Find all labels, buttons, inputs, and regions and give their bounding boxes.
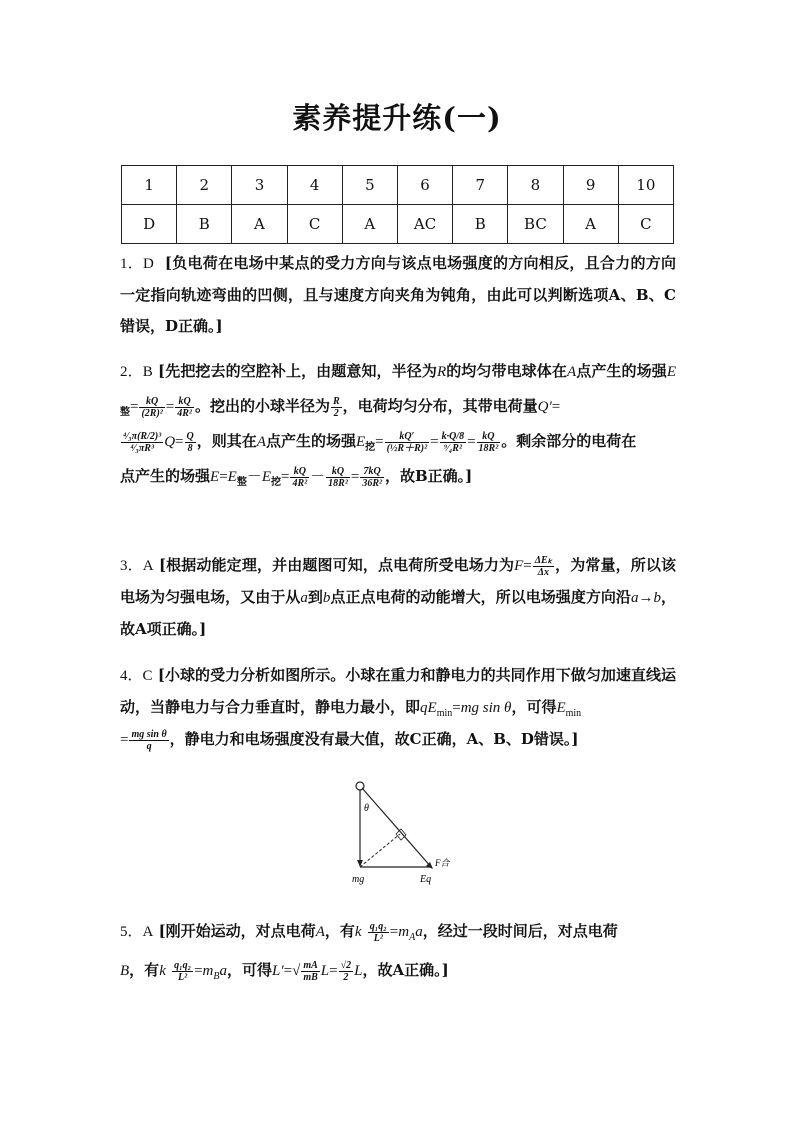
fraction xyxy=(326,466,350,489)
f-he-label: F合 xyxy=(435,858,450,868)
math-var: a xyxy=(415,924,423,940)
fraction xyxy=(533,555,554,578)
math-var: qE xyxy=(420,700,437,716)
fraction-den: 8 xyxy=(187,442,193,454)
solution-text: 点产生的场强 xyxy=(576,362,667,380)
table-cell: B xyxy=(453,205,508,244)
math-var: E xyxy=(556,700,566,716)
solution-text: [刚开始运动，对点电荷 xyxy=(158,922,316,940)
fraction-den: mB xyxy=(303,971,318,983)
table-cell: 3 xyxy=(232,166,287,205)
math-op: = xyxy=(430,434,439,450)
table-cell: A xyxy=(342,205,397,244)
solution-text: ，有 xyxy=(129,961,160,979)
solution-text: 点产生的场强 xyxy=(120,467,211,485)
math-op: = xyxy=(219,469,228,485)
solution-3: 3．A [根据动能定理，并由题图可知，点电荷所受电场力为F= ΔEₖ Δx ，为常量，所以该电场为匀强电场，又由于从a到b点正点电荷的动能增大，所以电场强度方向沿a→b，故A项正确。] xyxy=(120,554,676,638)
resultant-force-vector xyxy=(362,788,432,868)
math-var: L xyxy=(354,963,363,979)
fraction-num: q₁q₂ xyxy=(174,959,192,971)
math-op: = xyxy=(467,434,476,450)
solution-text: 点产生的场强 xyxy=(265,432,356,450)
solution-text: 的均匀带电球体在 xyxy=(446,362,567,380)
math-sub: 整 xyxy=(236,477,247,488)
solution-text: 。挖出的小球半径为 xyxy=(194,397,330,415)
fraction-den: 4R² xyxy=(292,477,308,489)
math-var: L xyxy=(320,963,330,979)
mg-label: mg xyxy=(352,874,365,885)
solution-text: [根据动能定理，并由题图可知，点电荷所受电场力为 xyxy=(158,556,515,574)
solution-text: ，静电力和电场强度没有最大值，故C正确，A、B、D错误。] xyxy=(169,730,579,748)
math-op: = xyxy=(281,469,290,485)
fraction-den: 18R² xyxy=(478,442,499,454)
math-var: a→b xyxy=(630,590,661,606)
solution-1 xyxy=(120,248,676,342)
fraction xyxy=(290,466,309,489)
solution-text: ，故A项正确。] xyxy=(120,588,676,638)
force-diagram xyxy=(340,778,460,890)
fraction-den: 18R² xyxy=(328,477,348,489)
math-var: Q′ xyxy=(537,399,552,415)
math-expr: mg sin θ xyxy=(460,700,512,716)
solution-text: ，则其在 xyxy=(196,432,257,450)
fraction-num: q₁q₂ xyxy=(369,920,387,932)
fraction-num: kQ xyxy=(326,466,350,478)
solution-4 xyxy=(120,660,676,756)
question-number: 1．D xyxy=(120,256,154,272)
fraction xyxy=(331,396,342,419)
question-number: 2．B xyxy=(120,364,153,380)
math-op: = xyxy=(350,469,360,485)
fraction-num: kQ xyxy=(290,466,309,478)
fraction-den: 36R² xyxy=(362,477,382,489)
math-var: k xyxy=(354,924,362,940)
theta-label: θ xyxy=(364,803,369,814)
arrowhead-icon xyxy=(357,860,363,867)
fraction xyxy=(139,396,164,419)
math-var: L′ xyxy=(272,963,284,979)
fraction-num: kQ xyxy=(175,396,194,408)
fraction-num: mA xyxy=(303,959,318,971)
fraction-den: 2 xyxy=(333,407,339,419)
fraction xyxy=(129,729,168,752)
fraction xyxy=(368,921,389,944)
table-cell: 9 xyxy=(563,166,618,205)
math-var: m xyxy=(202,963,214,979)
fraction-num: Q xyxy=(186,430,194,442)
solution-text: [负电荷在电场中某点的受力方向与该点电场强度的方向相反，且合力的方向一定指向轨迹弯曲的凹侧，且与速度方向夹角为钝角，由此可以判断选项A、B、C错误，D正确。] xyxy=(120,254,676,335)
fraction-num: R xyxy=(332,395,340,407)
table-cell: 4 xyxy=(287,166,342,205)
fraction-num: kQ xyxy=(477,431,501,443)
fraction-num: k·Q/8 xyxy=(441,430,465,442)
math-var: k xyxy=(159,963,166,979)
math-op: = xyxy=(375,434,384,450)
solution-5: 5．A [刚开始运动，对点电荷A，有k $\frac{\text{q₁q₂}}{\text{L²}}$ $=m_Aa$，经过一段时间后，对点电荷 B，有k $\frac{\text{q₁q₂}}{\text{L²}}$ $=m_Ba$，可得L′=√ $\frac{mA}{mB}$ L= $\frac{√2}{2}$ L，故A正确。] xyxy=(120,920,618,983)
fraction xyxy=(360,466,384,489)
fraction xyxy=(385,431,430,454)
math-var: A xyxy=(566,364,577,380)
math-op: = xyxy=(120,732,129,748)
fraction-den: 2 xyxy=(343,971,349,983)
fraction xyxy=(477,431,501,454)
solution-text: ，有 xyxy=(324,922,355,940)
math-var: A xyxy=(256,434,266,450)
table-cell: 5 xyxy=(342,166,397,205)
math-var: m xyxy=(398,924,410,940)
dashed-line xyxy=(360,834,400,867)
table-cell: D xyxy=(122,205,177,244)
math-var: E xyxy=(355,434,366,450)
table-cell: AC xyxy=(397,205,452,244)
math-op: = xyxy=(165,399,175,415)
math-sub: 挖 xyxy=(271,477,282,488)
fraction xyxy=(301,960,319,983)
math-op: － xyxy=(246,469,262,485)
fraction xyxy=(172,960,193,983)
solution-text: ，为常量，所以该电场为匀强电场，又由于从 xyxy=(120,556,676,606)
question-number: 3．A xyxy=(120,558,154,574)
math-op: = xyxy=(452,700,461,716)
table-cell: 8 xyxy=(508,166,563,205)
math-sub: min xyxy=(565,708,582,719)
fraction-den: (2R)² xyxy=(141,407,163,419)
math-sub: A xyxy=(409,932,416,943)
fraction-den: ⁹⁄₄R² xyxy=(443,442,462,454)
answer-table xyxy=(121,165,674,244)
fraction xyxy=(339,960,354,983)
solution-2 xyxy=(120,354,676,494)
question-number: 5．A xyxy=(120,924,154,940)
math-var: B xyxy=(120,963,130,979)
solution-text: ，故A正确。] xyxy=(362,961,449,979)
question-number: 4．C xyxy=(120,668,153,684)
math-op: = xyxy=(175,434,184,450)
fraction-den: Δx xyxy=(537,566,549,578)
table-cell: A xyxy=(232,205,287,244)
fraction-den: 4R² xyxy=(177,407,192,419)
solution-text: ，经过一段时间后，对点电荷 xyxy=(422,922,618,940)
math-op: = xyxy=(130,399,139,415)
fraction xyxy=(121,431,163,454)
fraction xyxy=(185,431,196,454)
math-var: A xyxy=(315,924,325,940)
math-var: E xyxy=(210,469,220,485)
solution-text: [小球的受力分析如图所示。小球在重力和静电力的共同作用下做匀加速直线运动，当静电力与合力垂直时，静电力最小，即 xyxy=(120,666,676,716)
math-var: E xyxy=(666,364,676,380)
fraction-num: kQ′ xyxy=(385,431,430,443)
table-cell: B xyxy=(177,205,232,244)
solution-text: ，可得 xyxy=(511,698,557,716)
table-cell: 6 xyxy=(397,166,452,205)
solution-text: 点正点电荷的动能增大，所以电场强度方向沿 xyxy=(330,588,631,606)
table-cell: BC xyxy=(508,205,563,244)
fraction-num: 7kQ xyxy=(360,466,384,478)
table-cell: 10 xyxy=(618,166,673,205)
math-var: R xyxy=(436,364,447,380)
solution-text: ，故B正确。] xyxy=(384,467,473,485)
math-var: F xyxy=(514,558,524,574)
solution-text: [先把挖去的空腔补上，由题意知，半径为 xyxy=(158,362,437,380)
table-cell: C xyxy=(287,205,342,244)
table-cell: 1 xyxy=(122,166,177,205)
math-op: － xyxy=(310,469,326,485)
fraction-den: L² xyxy=(178,971,188,983)
fraction-num: mg sin θ xyxy=(131,728,167,740)
math-op: = xyxy=(551,399,561,415)
solution-text: 。剩余部分的电荷在 xyxy=(501,432,637,450)
fraction-den: ⁴⁄₃πR³ xyxy=(130,442,154,454)
math-sub: B xyxy=(213,971,220,982)
math-var: a xyxy=(300,590,308,606)
answer-table-number-row xyxy=(122,166,674,205)
solution-text: ，可得 xyxy=(227,961,273,979)
math-var: a xyxy=(219,963,227,979)
table-cell: 7 xyxy=(453,166,508,205)
solution-text: ，电荷均匀分布，其带电荷量 xyxy=(342,397,538,415)
fraction-num: ⁴⁄₃π(R/2)³ xyxy=(123,430,162,442)
fraction-den: (½R＋R)² xyxy=(386,442,428,454)
fraction xyxy=(175,396,194,419)
math-sub: min xyxy=(436,708,453,719)
math-var: Q xyxy=(164,434,176,450)
math-var: E xyxy=(261,469,272,485)
math-var: b xyxy=(322,590,331,606)
fraction-num: kQ xyxy=(139,396,164,408)
solution-text: 到 xyxy=(307,588,323,606)
table-cell: C xyxy=(618,205,673,244)
fraction-num: ΔEₖ xyxy=(534,554,552,566)
fraction-num: √2 xyxy=(340,959,352,971)
fraction-den: q xyxy=(146,740,152,752)
table-cell: 2 xyxy=(177,166,232,205)
answer-table-answer-row xyxy=(122,205,674,244)
math-sub: 整 xyxy=(120,407,130,418)
math-var: E xyxy=(227,469,237,485)
fraction-den: L² xyxy=(373,932,383,944)
fraction xyxy=(440,431,467,454)
page-title: 素养提升练(一) xyxy=(292,101,502,135)
right-angle-marker xyxy=(396,829,406,840)
eq-label: Eq xyxy=(420,874,432,885)
table-cell: A xyxy=(563,205,618,244)
math-sub: 挖 xyxy=(365,442,376,453)
